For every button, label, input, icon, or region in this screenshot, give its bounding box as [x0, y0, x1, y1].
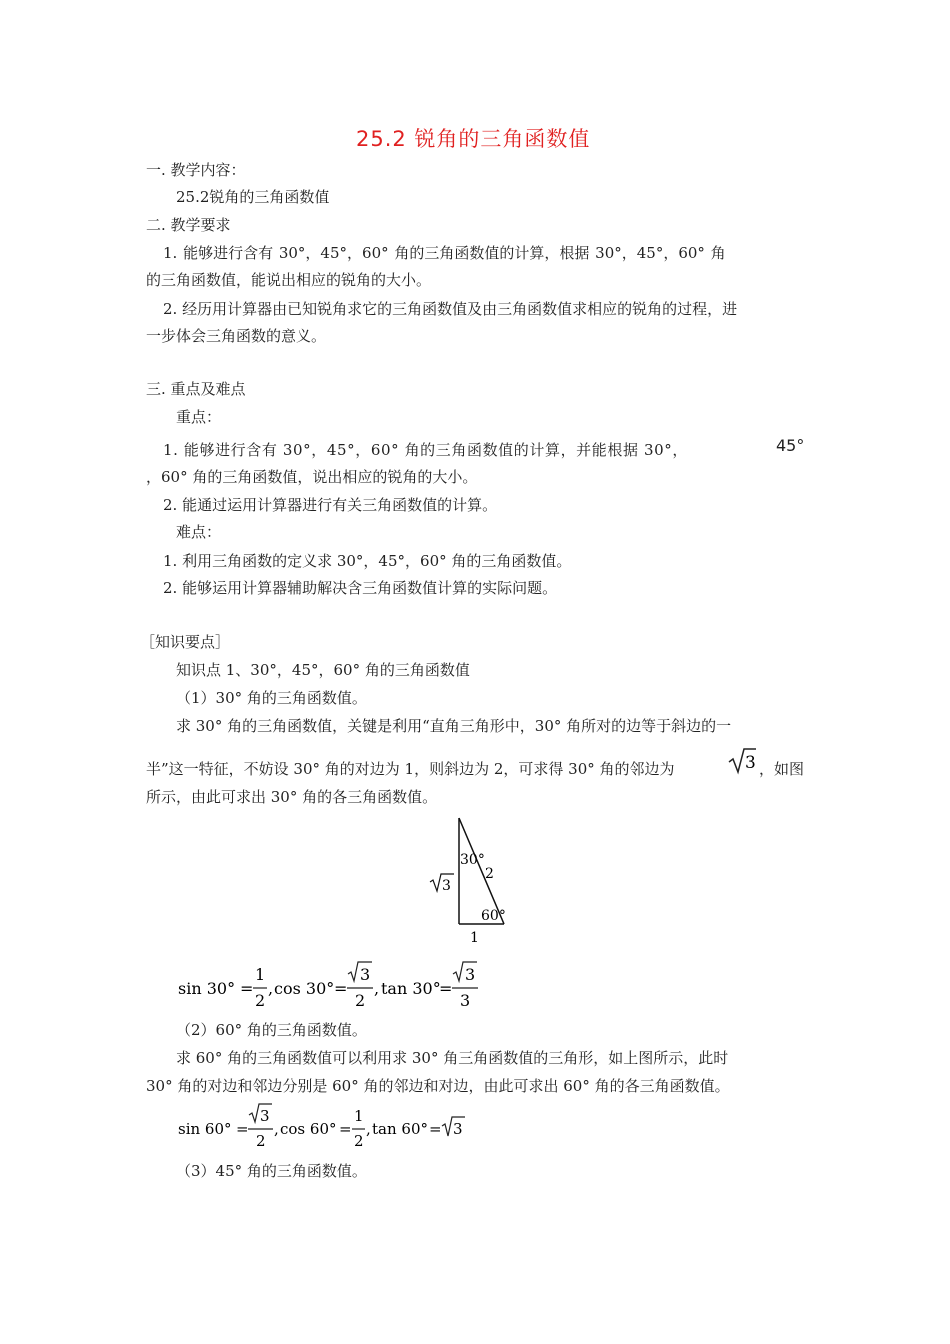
svg-text:=: =: [429, 1120, 442, 1138]
difficulty-label: 难点：: [176, 523, 222, 541]
svg-text:=: =: [334, 979, 348, 998]
base-label: 1: [470, 930, 479, 946]
key-point-2: 2. 能通过运用计算器进行有关三角函数值的计算。: [163, 496, 498, 514]
paragraph-30-line2b: ，如图: [759, 760, 805, 778]
svg-text:,: ,: [374, 979, 380, 998]
page-title: 25.2 锐角的三角函数值: [356, 127, 591, 151]
inline-sqrt3: [727, 746, 757, 776]
paragraph-30-line3: 所示，由此可求出 30° 角的各三角函数值。: [146, 788, 438, 806]
formula-60deg: [176, 1102, 476, 1158]
difficulty-2: 2. 能够运用计算器辅助解决含三角函数值计算的实际问题。: [163, 579, 558, 597]
key-point-1-line2: ，60° 角的三角函数值，说出相应的锐角的大小。: [146, 468, 478, 486]
subsection-60deg: （2）60° 角的三角函数值。: [176, 1021, 367, 1039]
angle-60-label: 60°: [481, 908, 506, 924]
key-points-label: 重点：: [176, 408, 222, 426]
requirement-2-line1: 2. 经历用计算器由已知锐角求它的三角函数值及由三角函数值求相应的锐角的过程，进: [163, 300, 738, 318]
requirement-1-line2: 的三角函数值，能说出相应的锐角的大小。: [146, 271, 432, 289]
paragraph-30-line1: 求 30° 角的三角函数值，关键是利用“直角三角形中，30° 角所对的边等于斜边的一: [176, 717, 732, 735]
section-2-heading: 二. 教学要求: [146, 216, 231, 234]
sin30-den: 2: [255, 991, 266, 1010]
paragraph-60-line2: 30° 角的对边和邻边分别是 60° 角的邻边和对边，由此可求出 60° 角的各三角函数值。: [146, 1077, 730, 1095]
formula-30deg: [176, 958, 496, 1018]
sin60-label: sin 60°: [178, 1120, 232, 1138]
tan30-label: tan 30°: [381, 979, 441, 998]
section-1-heading: 一. 教学内容：: [146, 161, 246, 179]
svg-text:,: ,: [274, 1120, 279, 1138]
inline-sqrt3-value: 3: [745, 753, 756, 773]
cos60-den: 2: [354, 1132, 364, 1150]
tan60-value: 3: [453, 1120, 463, 1138]
paragraph-30-line2a: 半”这一特征，不妨设 30° 角的对边为 1，则斜边为 2，可求得 30° 角的邻边为: [146, 760, 675, 778]
paragraph-60-line1: 求 60° 角的三角函数值可以利用求 30° 角三角函数值的三角形，如上图所示，此时: [176, 1049, 729, 1067]
cos60-label: cos 60°: [280, 1120, 337, 1138]
triangle-figure: [426, 812, 528, 948]
sin60-den: 2: [256, 1132, 266, 1150]
subsection-45deg: （3）45° 角的三角函数值。: [176, 1162, 367, 1180]
key-point-1-45deg: 45°: [776, 436, 805, 455]
cos30-den: 2: [355, 991, 366, 1010]
sin60-num: 3: [260, 1107, 270, 1125]
hypotenuse-label: 2: [485, 866, 494, 882]
sin30-num: 1: [255, 965, 266, 984]
knowledge-heading: ［知识要点］: [140, 633, 231, 651]
requirement-2-line2: 一步体会三角函数的意义。: [146, 327, 327, 345]
svg-text:,: ,: [268, 979, 274, 998]
svg-text:,: ,: [366, 1120, 371, 1138]
svg-text:=: =: [439, 979, 453, 998]
section-3-heading: 三. 重点及难点: [146, 380, 246, 398]
side-sqrt-value: 3: [442, 878, 451, 894]
tan60-label: tan 60°: [372, 1120, 428, 1138]
section-1-content: 25.2锐角的三角函数值: [176, 188, 330, 206]
knowledge-point-1: 知识点 1、30°，45°，60° 角的三角函数值: [176, 661, 470, 679]
angle-30-label: 30°: [460, 852, 485, 868]
key-point-1-line1: 1. 能够进行含有 30°，45°，60° 角的三角函数值的计算，并能根据 30°，: [163, 441, 688, 459]
tan30-den: 3: [460, 991, 471, 1010]
sin30-label: sin 30°: [178, 979, 236, 998]
cos30-label: cos 30°: [274, 979, 335, 998]
requirement-1-line1: 1. 能够进行含有 30°，45°，60° 角的三角函数值的计算，根据 30°，45°，60° 角: [163, 244, 726, 262]
cos30-num: 3: [360, 965, 371, 984]
cos60-num: 1: [354, 1107, 364, 1125]
svg-text:=: =: [240, 979, 254, 998]
subsection-30deg: （1）30° 角的三角函数值。: [176, 689, 367, 707]
svg-text:=: =: [236, 1120, 249, 1138]
svg-text:=: =: [339, 1120, 352, 1138]
difficulty-1: 1. 利用三角函数的定义求 30°，45°，60° 角的三角函数值。: [163, 552, 572, 570]
tan30-num: 3: [465, 965, 476, 984]
